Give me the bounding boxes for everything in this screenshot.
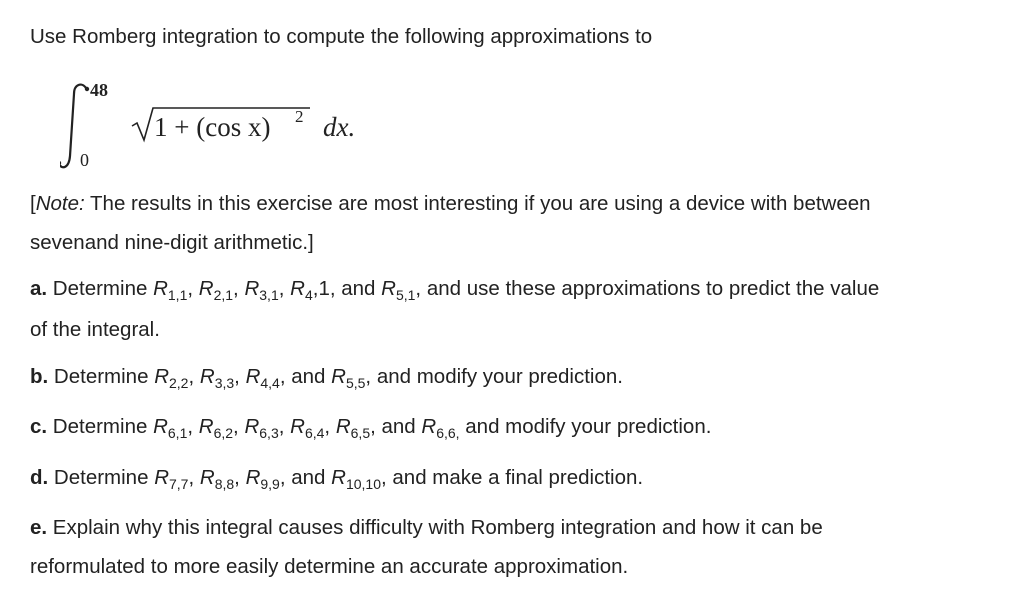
term-separator: , [324, 415, 336, 438]
part-tail-line1: and modify your prediction. [465, 415, 712, 438]
term-separator: , [233, 277, 245, 300]
note-paragraph [30, 184, 994, 262]
part-e [30, 508, 994, 586]
integral-lower-limit: 0 [80, 150, 89, 170]
r-term-symbol: R [331, 466, 346, 489]
r-term-subscript: 4 [304, 287, 313, 303]
term-separator: , [233, 415, 245, 438]
r-term-subscript: 3,1 [259, 287, 279, 303]
r-term-symbol: R [290, 277, 305, 300]
r-term-subscript: 8,8 [214, 476, 235, 492]
part-label: e. [30, 516, 48, 539]
part-lead: Determine [47, 277, 154, 300]
r-term-symbol: R [245, 365, 261, 388]
term-separator: , [234, 466, 246, 489]
term-separator: , [415, 277, 427, 300]
term-separator: , [187, 415, 199, 438]
part-d [30, 458, 994, 499]
r-term-symbol: R [199, 466, 215, 489]
part-tail-line1: and use these approximations to predict the value [426, 277, 880, 300]
part-lead: Determine [48, 466, 155, 489]
part-tail-line1: and make a final prediction. [392, 466, 644, 489]
part-b [30, 357, 994, 398]
r-term-subscript: 10,10 [345, 476, 381, 492]
part-tail-line2: of the integral. [30, 318, 160, 341]
r-term-subscript: 6,6, [436, 425, 460, 441]
r-term-subscript: 9,9 [260, 476, 280, 492]
r-term-symbol: R [199, 365, 215, 388]
part-label: d. [30, 466, 49, 489]
term-separator: , and [279, 466, 332, 489]
term-separator: , [365, 365, 377, 388]
intro-sentence: Use Romberg integration to compute the following approximations to [30, 25, 653, 48]
term-separator: , and [279, 365, 332, 388]
term-separator: , [187, 277, 199, 300]
integral-svg [60, 78, 420, 178]
part-lead: Determine [48, 365, 155, 388]
r-term-symbol: R [335, 415, 351, 438]
r-term-symbol: R [421, 415, 437, 438]
integral-expression [60, 78, 420, 178]
r-term-subscript: 7,7 [169, 476, 189, 492]
r-term-subscript: 6,4 [304, 425, 325, 441]
part-a [30, 269, 994, 349]
r-term-symbol: R [154, 365, 169, 388]
r-term-subscript: 5,5 [345, 375, 366, 391]
r-term-subscript: 6,1 [167, 425, 188, 441]
r-term-symbol: R [154, 466, 169, 489]
r-term-subscript: 6,3 [259, 425, 279, 441]
r-term-subscript: 2,2 [169, 375, 189, 391]
r-term-symbol: R [153, 415, 168, 438]
term-separator: , [278, 415, 291, 438]
part-c [30, 407, 994, 448]
note-text-line2: sevenand nine-digit arithmetic.] [30, 231, 314, 254]
term-separator: , [188, 365, 200, 388]
part-lead: Explain why this integral causes difficulty with Romberg integration and how it can be [47, 516, 823, 539]
integral-upper-limit: 48 [90, 80, 108, 100]
integral-radicand: 1 + (cos x) [154, 112, 271, 142]
term-separator: , [381, 466, 393, 489]
r-term-subscript: 6,5 [350, 425, 371, 441]
r-term-symbol: R [331, 365, 346, 388]
note-open-bracket: [ [30, 192, 36, 215]
intro-text [30, 17, 994, 56]
note-label: Note: [35, 192, 85, 215]
part-label: a. [30, 277, 48, 300]
r-term-symbol: R [290, 415, 305, 438]
r-term-symbol: R [381, 277, 396, 300]
r-term-symbol: R [198, 277, 214, 300]
r-term-symbol: R [198, 415, 214, 438]
r-term-subscript: 4,4 [260, 375, 280, 391]
r-term-subscript: 5,1 [395, 287, 416, 303]
integral-differential: dx. [323, 112, 356, 142]
part-tail-line2: reformulated to more easily determine an accurate approximation. [30, 555, 629, 578]
term-separator: , and [370, 415, 422, 438]
integral-exponent: 2 [295, 107, 304, 126]
r-term-symbol: R [244, 277, 260, 300]
part-lead: Determine [47, 415, 154, 438]
note-text-line1: The results in this exercise are most interesting if you are using a device with between [84, 192, 871, 215]
r-term-subscript: 3,3 [214, 375, 235, 391]
part-label: c. [30, 415, 48, 438]
term-separator: , [278, 277, 291, 300]
r-term-symbol: R [244, 415, 260, 438]
r-term-subscript: 1,1 [167, 287, 188, 303]
r-term-symbol: R [245, 466, 261, 489]
term-separator: , [188, 466, 200, 489]
part-label: b. [30, 365, 49, 388]
r-term-symbol: R [153, 277, 168, 300]
term-separator: ,1, and [312, 277, 382, 300]
r-term-subscript: 2,1 [213, 287, 234, 303]
term-separator: , [234, 365, 246, 388]
part-tail-line1: and modify your prediction. [376, 365, 623, 388]
r-term-subscript: 6,2 [213, 425, 234, 441]
